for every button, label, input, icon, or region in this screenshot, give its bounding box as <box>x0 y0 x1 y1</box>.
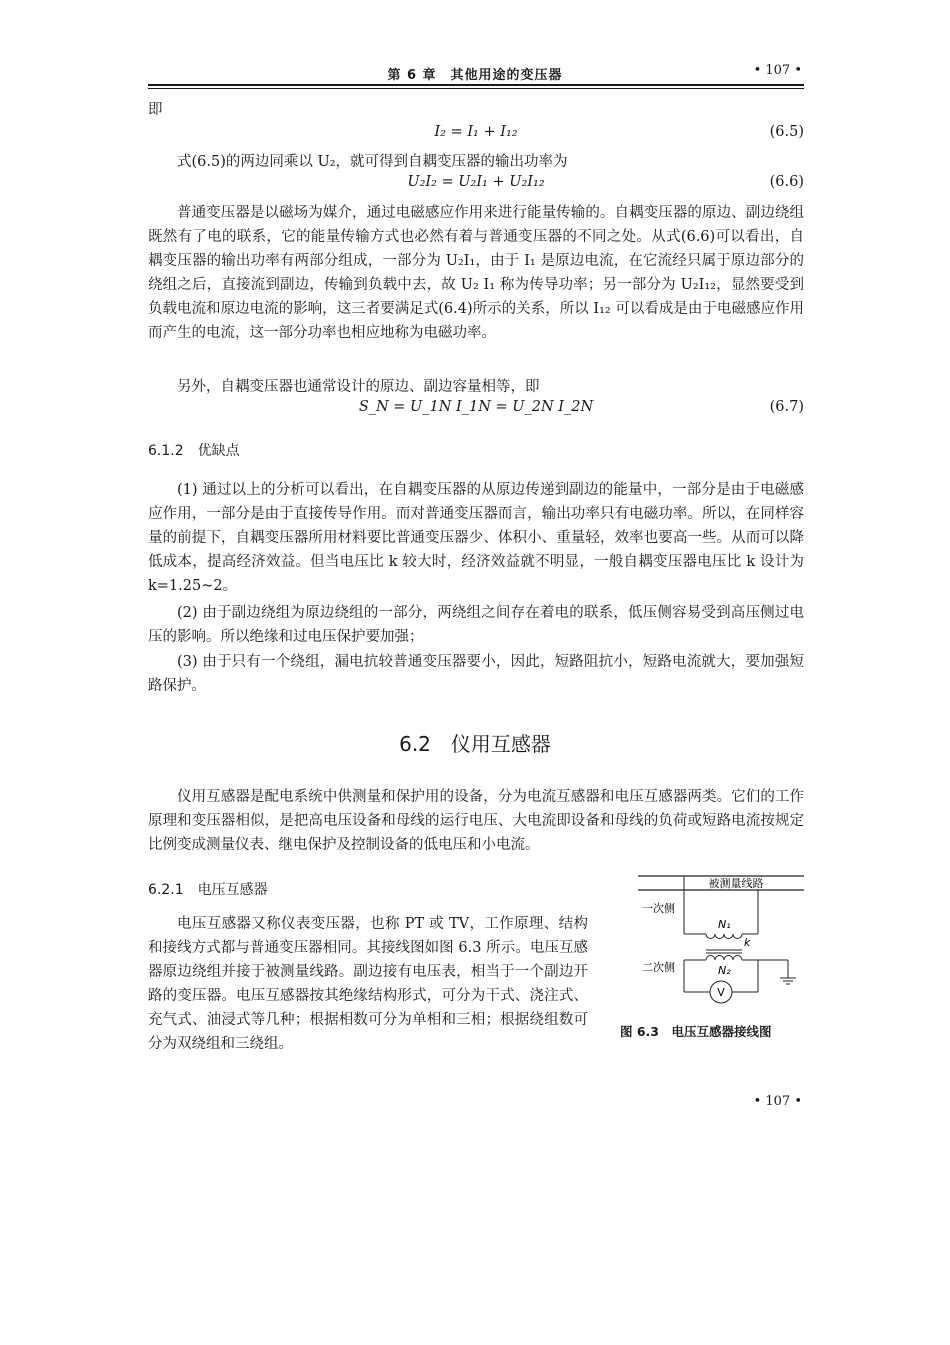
list-item-2: (2) 由于副边绕组为原边绕组的一部分，两绕组之间存在着电的联系，低压侧容易受到高压侧过电压的影响。所以绝缘和过电压保护要加强； <box>148 605 804 645</box>
equation-6-7 <box>148 399 804 423</box>
n2-label: N₂ <box>718 964 731 977</box>
secondary-winding <box>706 956 742 961</box>
secondary-side-label: 二次侧 <box>642 961 675 974</box>
line-label: 被测量线路 <box>708 877 764 890</box>
polarity-k-label: k <box>744 936 751 949</box>
paragraph-pt: 电压互感器又称仪表变压器，也称 PT 或 TV，工作原理、结构和接线方式都与普通变压器相同。其接线图如图 6.3 所示。电压互感器原边绕组并接于被测量线路。副边接有电压表，相当于一个副边开路的变压器。电压互感器按其绝缘结构形式，可分为干式、浇注式、充气式、油浸式等几种；根据相数可分为单相和三相；根据绕组数可分为双绕组和三绕组。 <box>148 916 588 1052</box>
paragraph-power: 普通变压器是以磁场为媒介，通过电磁感应作用来进行能量传输的。自耦变压器的原边、副边绕组既然有了电的联系，它的能量传输方式也必然有着与普通变压器的不同之处。从式(6.6)可以看出，自耦变压器的输出功率有两部分组成，一部分为 U₂I₁，由于 I₁ 是原边电流，在它流经只属于原边部分的绕组之后，直接流到副边，传输到负载中去，故 U₂ I₁ 称为传导功率；另一部分为 U₂I₁₂，显然要受到负载电流和原边电流的影响，这三者要满足式(6.4)所示的关系，所以 I₁₂ 可以看成是由于电磁感应作用而产生的电流，这一部分功率也相应地称为电磁功率。 <box>148 205 804 341</box>
voltmeter-label: V <box>717 986 725 999</box>
section-heading-6-2-1: 6.2.1 电压互感器 <box>148 882 268 898</box>
figure-caption: 图 6.3 电压互感器接线图 <box>620 1024 772 1039</box>
running-header-title: 第 6 章 其他用途的变压器 <box>387 68 563 83</box>
list-item-3: (3) 由于只有一个绕组，漏电抗较普通变压器要小，因此，短路阻抗小，短路电流就大，要加强短路保护。 <box>148 654 804 694</box>
equation-number: (6.7) <box>769 399 804 415</box>
paragraph-instrument: 仪用互感器是配电系统中供测量和保护用的设备，分为电流互感器和电压互感器两类。它们的工作原理和变压器相似，是把高电压设备和母线的运行电压、大电流即设备和母线的负荷或短路电流按规定比例变成测量仪表、继电保护及控制设备的低电压和小电流。 <box>148 789 804 853</box>
paragraph-capacity: 另外，自耦变压器也通常设计的原边、副边容量相等，即 <box>177 379 540 395</box>
primary-side-label: 一次侧 <box>642 902 675 915</box>
equation-number: (6.6) <box>769 174 804 190</box>
equation-6-5 <box>148 124 804 148</box>
equation-number: (6.5) <box>769 124 804 140</box>
paragraph-multiply: 式(6.5)的两边同乘以 U₂，就可得到自耦变压器的输出功率为 <box>177 154 568 170</box>
equation-formula: S_N = U_1N I_1N = U_2N I_2N <box>358 399 594 415</box>
section-heading-6-2: 6.2 仪用互感器 <box>399 732 551 756</box>
equation-6-6 <box>148 174 804 198</box>
header-rule-thin <box>148 88 804 89</box>
text-ji: 即 <box>148 102 163 118</box>
figure-pt-wiring-diagram <box>636 866 806 1006</box>
header-page-number: • 107 • <box>753 63 802 78</box>
primary-winding <box>706 934 742 939</box>
equation-formula: I₂ = I₁ + I₁₂ <box>434 124 518 140</box>
footer-page-number: • 107 • <box>753 1094 802 1109</box>
header-rule-thick <box>148 84 804 86</box>
equation-formula: U₂I₂ = U₂I₁ + U₂I₁₂ <box>407 174 545 190</box>
section-heading-6-1-2: 6.1.2 优缺点 <box>148 443 240 459</box>
n1-label: N₁ <box>718 918 731 931</box>
list-item-1: (1) 通过以上的分析可以看出，在自耦变压器的从原边传递到副边的能量中，一部分是由于电磁感应作用，一部分是由于直接传导作用。而对普通变压器而言，输出功率只有电磁功率。所以，在同样容量的前提下，自耦变压器所用材料要比普通变压器少、体积小、重量轻，效率也要高一些。从而可以降低成本，提高经济效益。但当电压比 k 较大时，经济效益就不明显，一般自耦变压器电压比 k 设计为 k=1.25~2。 <box>148 482 804 594</box>
